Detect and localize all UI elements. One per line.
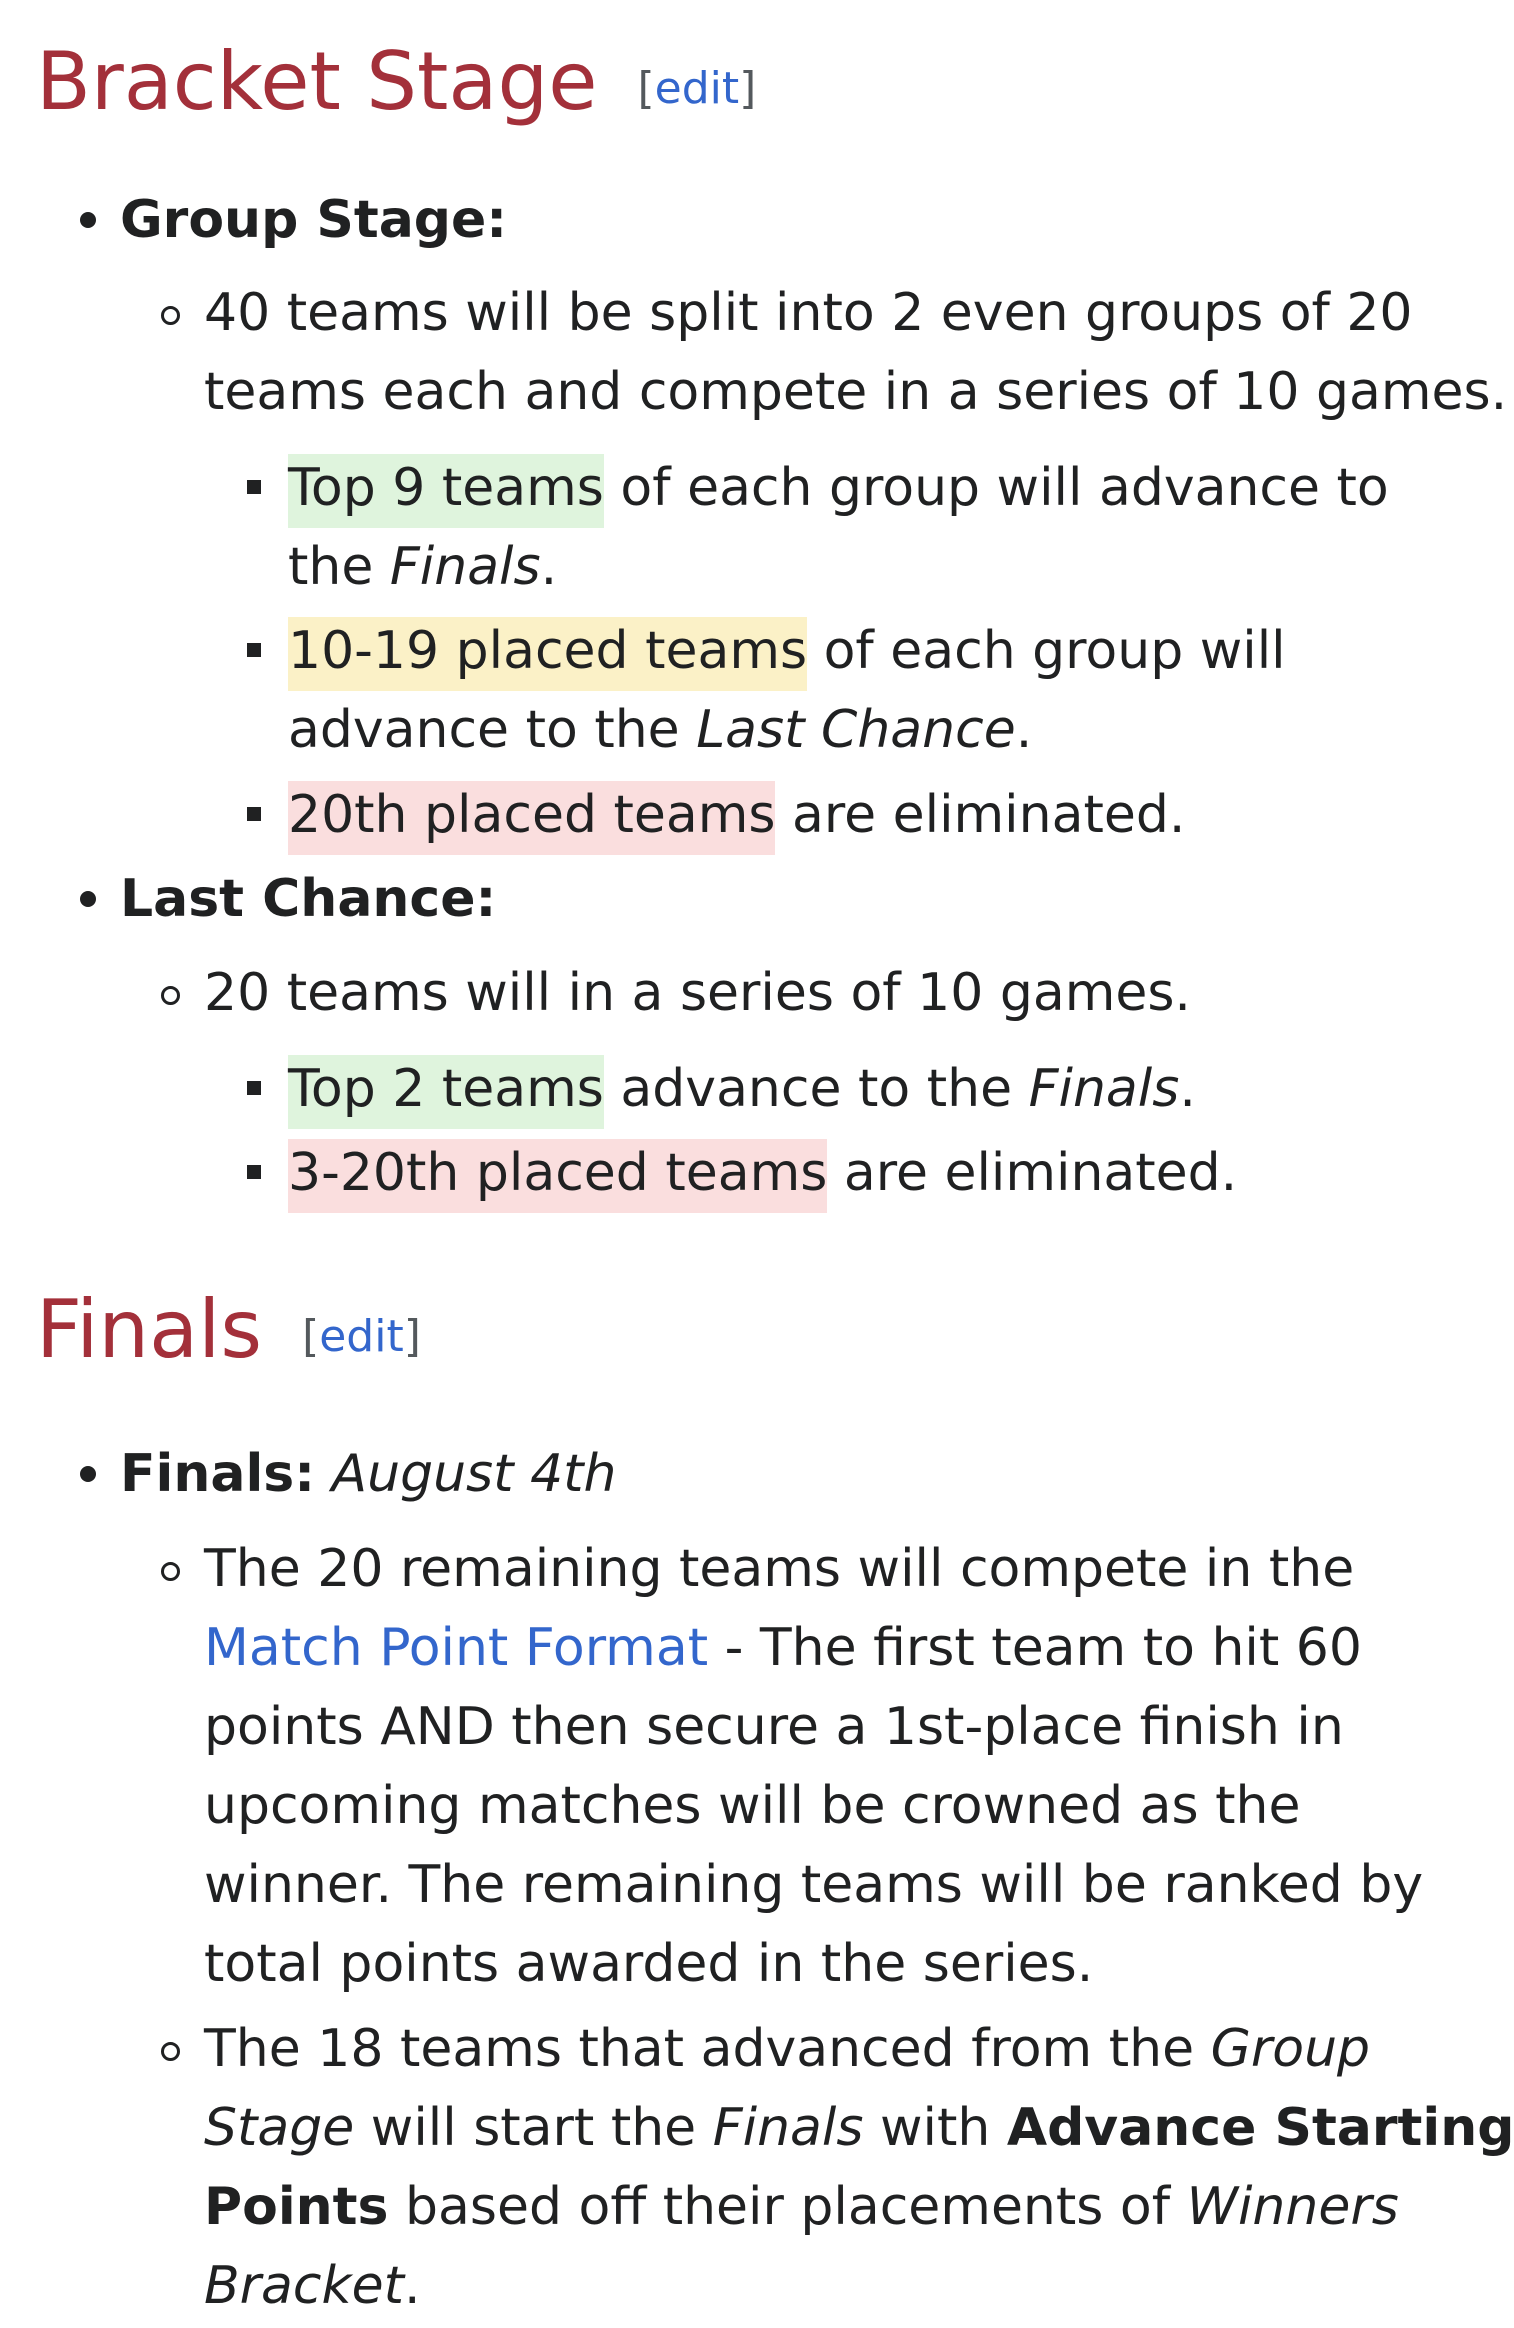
eliminated-highlight: 20th placed teams: [288, 781, 775, 855]
finals-p2-line2: Stage will start the Finals with Advance Starting: [204, 2098, 1514, 2158]
last-chance-desc: 20 teams will in a series of 10 games.: [204, 963, 1191, 1023]
group-stage-item-2-line1: 10-19 placed teams of each group will: [288, 625, 1286, 677]
last-chance-label: Last Chance:: [120, 869, 497, 929]
bullet-circle: [161, 306, 180, 325]
finals-p1-line4: upcoming matches will be crowned as the: [204, 1776, 1301, 1836]
bullet-circle: [161, 1562, 180, 1581]
edit-section-link-wrapper: [edit]: [637, 63, 757, 114]
last-chance-highlight: 10-19 placed teams: [288, 617, 807, 691]
edit-section-link[interactable]: edit: [654, 63, 740, 114]
section-heading-bracket-stage: [36, 35, 757, 128]
group-stage-item-1-line1: Top 9 teams of each group will advance to: [288, 462, 1389, 514]
group-stage-label: Group Stage:: [120, 190, 508, 250]
finals-p1-line2: Match Point Format - The first team to hit 60: [204, 1618, 1362, 1678]
finals-p2-line4: Bracket.: [204, 2256, 421, 2316]
finals-p1-line5: winner. The remaining teams will be ranked by: [204, 1855, 1424, 1915]
bullet-circle: [161, 2042, 180, 2061]
advance-highlight: Top 9 teams: [288, 454, 604, 528]
section-title: Bracket Stage: [36, 35, 598, 128]
section-heading-finals: [36, 1283, 421, 1376]
group-stage-desc-line2: teams each and compete in a series of 10 games.: [204, 362, 1508, 422]
section-title: Finals: [36, 1283, 263, 1376]
finals-p1-line1: The 20 remaining teams will compete in the: [204, 1539, 1355, 1599]
edit-section-link-wrapper: [edit]: [302, 1311, 421, 1362]
finals-label: Finals:: [120, 1444, 316, 1504]
advance-highlight: Top 2 teams: [288, 1055, 604, 1129]
finals-p1-line6: total points awarded in the series.: [204, 1934, 1094, 1994]
edit-section-link[interactable]: edit: [319, 1311, 404, 1362]
group-stage-item-1-line2: the Finals.: [288, 537, 558, 597]
last-chance-item-1: Top 2 teams advance to the Finals.: [288, 1063, 1196, 1115]
bullet-square: [247, 480, 261, 494]
bullet-square: [247, 1165, 261, 1179]
bullet-square: [247, 1081, 261, 1095]
bullet-circle: [161, 986, 180, 1005]
finals-item: [120, 1444, 617, 1504]
finals-p2-line1: The 18 teams that advanced from the Group: [204, 2019, 1371, 2079]
finals-p1-line3: points AND then secure a 1st-place finish in: [204, 1697, 1344, 1757]
last-chance-item-2: 3-20th placed teams are eliminated.: [288, 1147, 1237, 1199]
match-point-format-link[interactable]: Match Point Format: [204, 1618, 709, 1678]
bullet-disc: [80, 891, 96, 907]
bullet-disc: [80, 1466, 96, 1482]
finals-date: August 4th: [315, 1444, 617, 1504]
group-stage-desc-line1: 40 teams will be split into 2 even groups of 20: [204, 283, 1413, 343]
group-stage-item-3: 20th placed teams are eliminated.: [288, 789, 1185, 841]
bullet-square: [247, 643, 261, 657]
finals-p2-line3: Points based off their placements of Winners: [204, 2177, 1399, 2237]
eliminated-highlight: 3-20th placed teams: [288, 1139, 827, 1213]
group-stage-item-2-line2: advance to the Last Chance.: [288, 700, 1033, 760]
bullet-disc: [80, 212, 96, 228]
bullet-square: [247, 807, 261, 821]
